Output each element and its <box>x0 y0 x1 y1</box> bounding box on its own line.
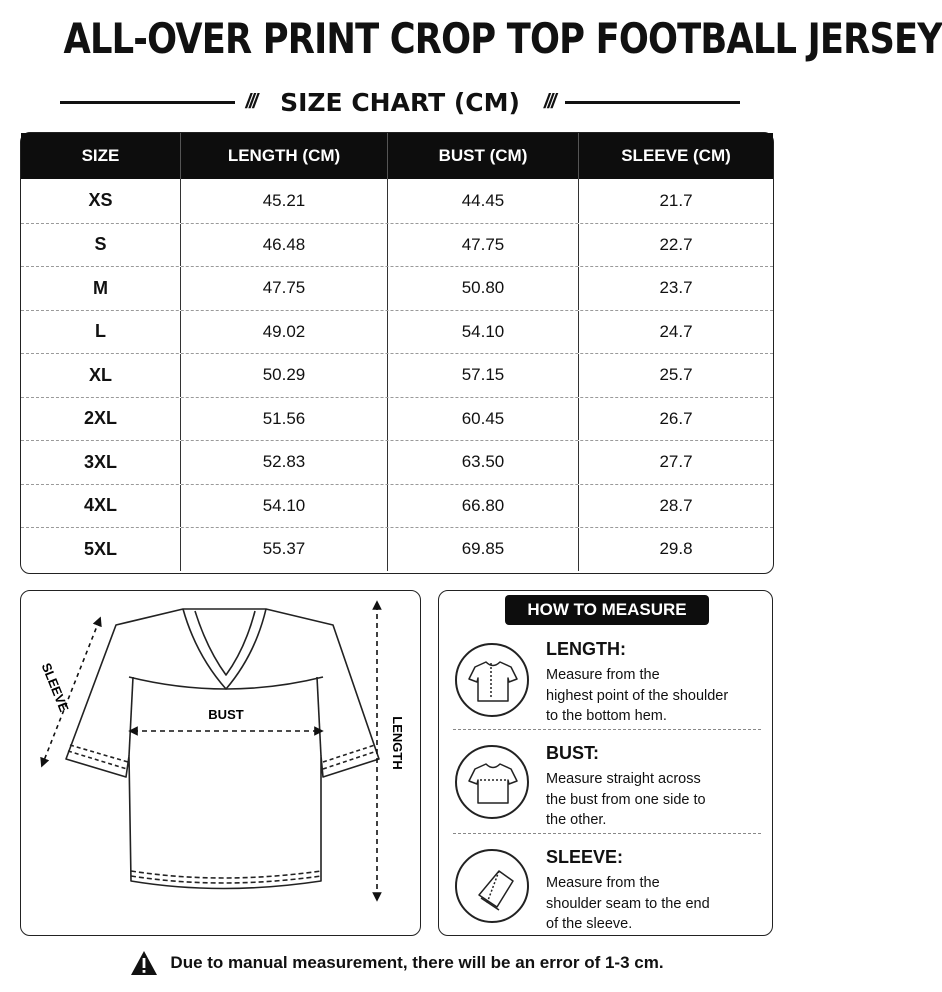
column-header-bust: BUST (CM) <box>388 133 579 179</box>
size-cell: XS <box>21 179 181 223</box>
length-cell: 51.56 <box>181 398 388 441</box>
divider <box>453 833 761 834</box>
table-row <box>21 179 773 223</box>
measure-description <box>546 769 761 831</box>
subtitle-row <box>60 84 740 120</box>
bust-cell: 69.85 <box>388 528 579 571</box>
table-row <box>21 353 773 397</box>
length-cell: 46.48 <box>181 224 388 267</box>
sleeve-cell: 26.7 <box>659 408 693 428</box>
size-cell: 2XL <box>21 398 181 441</box>
description-line: Measure straight across <box>546 771 701 787</box>
length-cell: 54.10 <box>181 485 388 528</box>
measure-title: LENGTH: <box>546 639 626 659</box>
description-line: highest point of the shoulder <box>546 687 729 704</box>
jersey-illustration <box>21 591 422 937</box>
bust-cell: 54.10 <box>388 311 579 354</box>
size-cell: 5XL <box>21 528 181 571</box>
table-row <box>21 484 773 528</box>
measure-title: BUST: <box>546 743 599 763</box>
description-line: of the sleeve. <box>546 916 633 932</box>
description-line: Measure from the <box>546 875 660 891</box>
bust-cell: 66.80 <box>388 485 579 528</box>
page-title: ALL-OVER PRINT CROP TOP FOOTBALL JERSEY <box>63 14 942 63</box>
bust-label: BUST <box>208 707 244 722</box>
length-cell: 52.83 <box>181 441 388 484</box>
table-row <box>21 266 773 310</box>
how-to-measure-panel <box>438 590 773 936</box>
bust-cell: 44.45 <box>388 179 579 223</box>
divider <box>453 729 761 730</box>
size-cell: S <box>21 224 181 267</box>
measure-item-length <box>439 631 774 731</box>
size-chart-table <box>20 132 774 574</box>
description-line: shoulder seam to the end <box>546 895 710 912</box>
jersey-collar <box>183 609 266 689</box>
size-cell: L <box>21 311 181 354</box>
description-line: the bust from one side to <box>546 791 706 808</box>
sleeve-cell: 22.7 <box>659 234 693 254</box>
subtitle: SIZE CHART (CM) <box>280 87 520 117</box>
length-cell: 45.21 <box>181 179 388 223</box>
sleeve-cell: 29.8 <box>659 539 693 559</box>
length-cell: 50.29 <box>181 354 388 397</box>
divider-left <box>60 101 235 104</box>
length-shirt-icon <box>455 643 529 717</box>
sleeve-cell: 27.7 <box>659 452 693 472</box>
length-label: LENGTH <box>390 716 405 770</box>
warning-icon <box>130 950 158 976</box>
jersey-outline <box>66 609 379 889</box>
table-row <box>21 310 773 354</box>
bust-cell: 63.50 <box>388 441 579 484</box>
sleeve-icon <box>455 849 529 923</box>
sleeve-cell: 21.7 <box>659 190 693 210</box>
slash-decoration-right: /// <box>543 90 555 113</box>
measure-item-bust <box>439 735 774 835</box>
description-line: to the bottom hem. <box>546 708 667 724</box>
bust-cell: 57.15 <box>388 354 579 397</box>
measure-description <box>546 665 761 727</box>
bust-cell: 47.75 <box>388 224 579 267</box>
sleeve-cell: 28.7 <box>659 495 693 515</box>
size-cell: 4XL <box>21 485 181 528</box>
bust-shirt-icon <box>455 745 529 819</box>
sleeve-cell: 24.7 <box>659 321 693 341</box>
description-line: the other. <box>546 812 607 828</box>
table-header <box>21 133 773 179</box>
sleeve-cell: 23.7 <box>659 278 693 298</box>
table-row <box>21 223 773 267</box>
sleeve-label: SLEEVE <box>38 660 72 714</box>
bust-cell: 60.45 <box>388 398 579 441</box>
table-row <box>21 397 773 441</box>
measure-item-sleeve <box>439 839 774 939</box>
description-line: Measure from the <box>546 667 660 683</box>
length-cell: 55.37 <box>181 528 388 571</box>
column-header-sleeve: SLEEVE (CM) <box>621 146 731 165</box>
table-row <box>21 440 773 484</box>
slash-decoration-left: /// <box>245 90 257 113</box>
measure-title: SLEEVE: <box>546 847 624 867</box>
measure-description <box>546 873 761 935</box>
measurement-notice <box>0 946 794 980</box>
size-cell: XL <box>21 354 181 397</box>
size-cell: 3XL <box>21 441 181 484</box>
table-row <box>21 527 773 571</box>
sleeve-cell: 25.7 <box>659 365 693 385</box>
column-header-size: SIZE <box>21 133 181 179</box>
length-cell: 47.75 <box>181 267 388 310</box>
jersey-diagram <box>20 590 421 936</box>
bust-cell: 50.80 <box>388 267 579 310</box>
divider-right <box>565 101 740 104</box>
length-cell: 49.02 <box>181 311 388 354</box>
size-cell: M <box>21 267 181 310</box>
column-header-length: LENGTH (CM) <box>181 133 388 179</box>
how-to-measure-heading: HOW TO MEASURE <box>505 595 709 625</box>
notice-text: Due to manual measurement, there will be an error of 1-3 cm. <box>170 953 664 972</box>
